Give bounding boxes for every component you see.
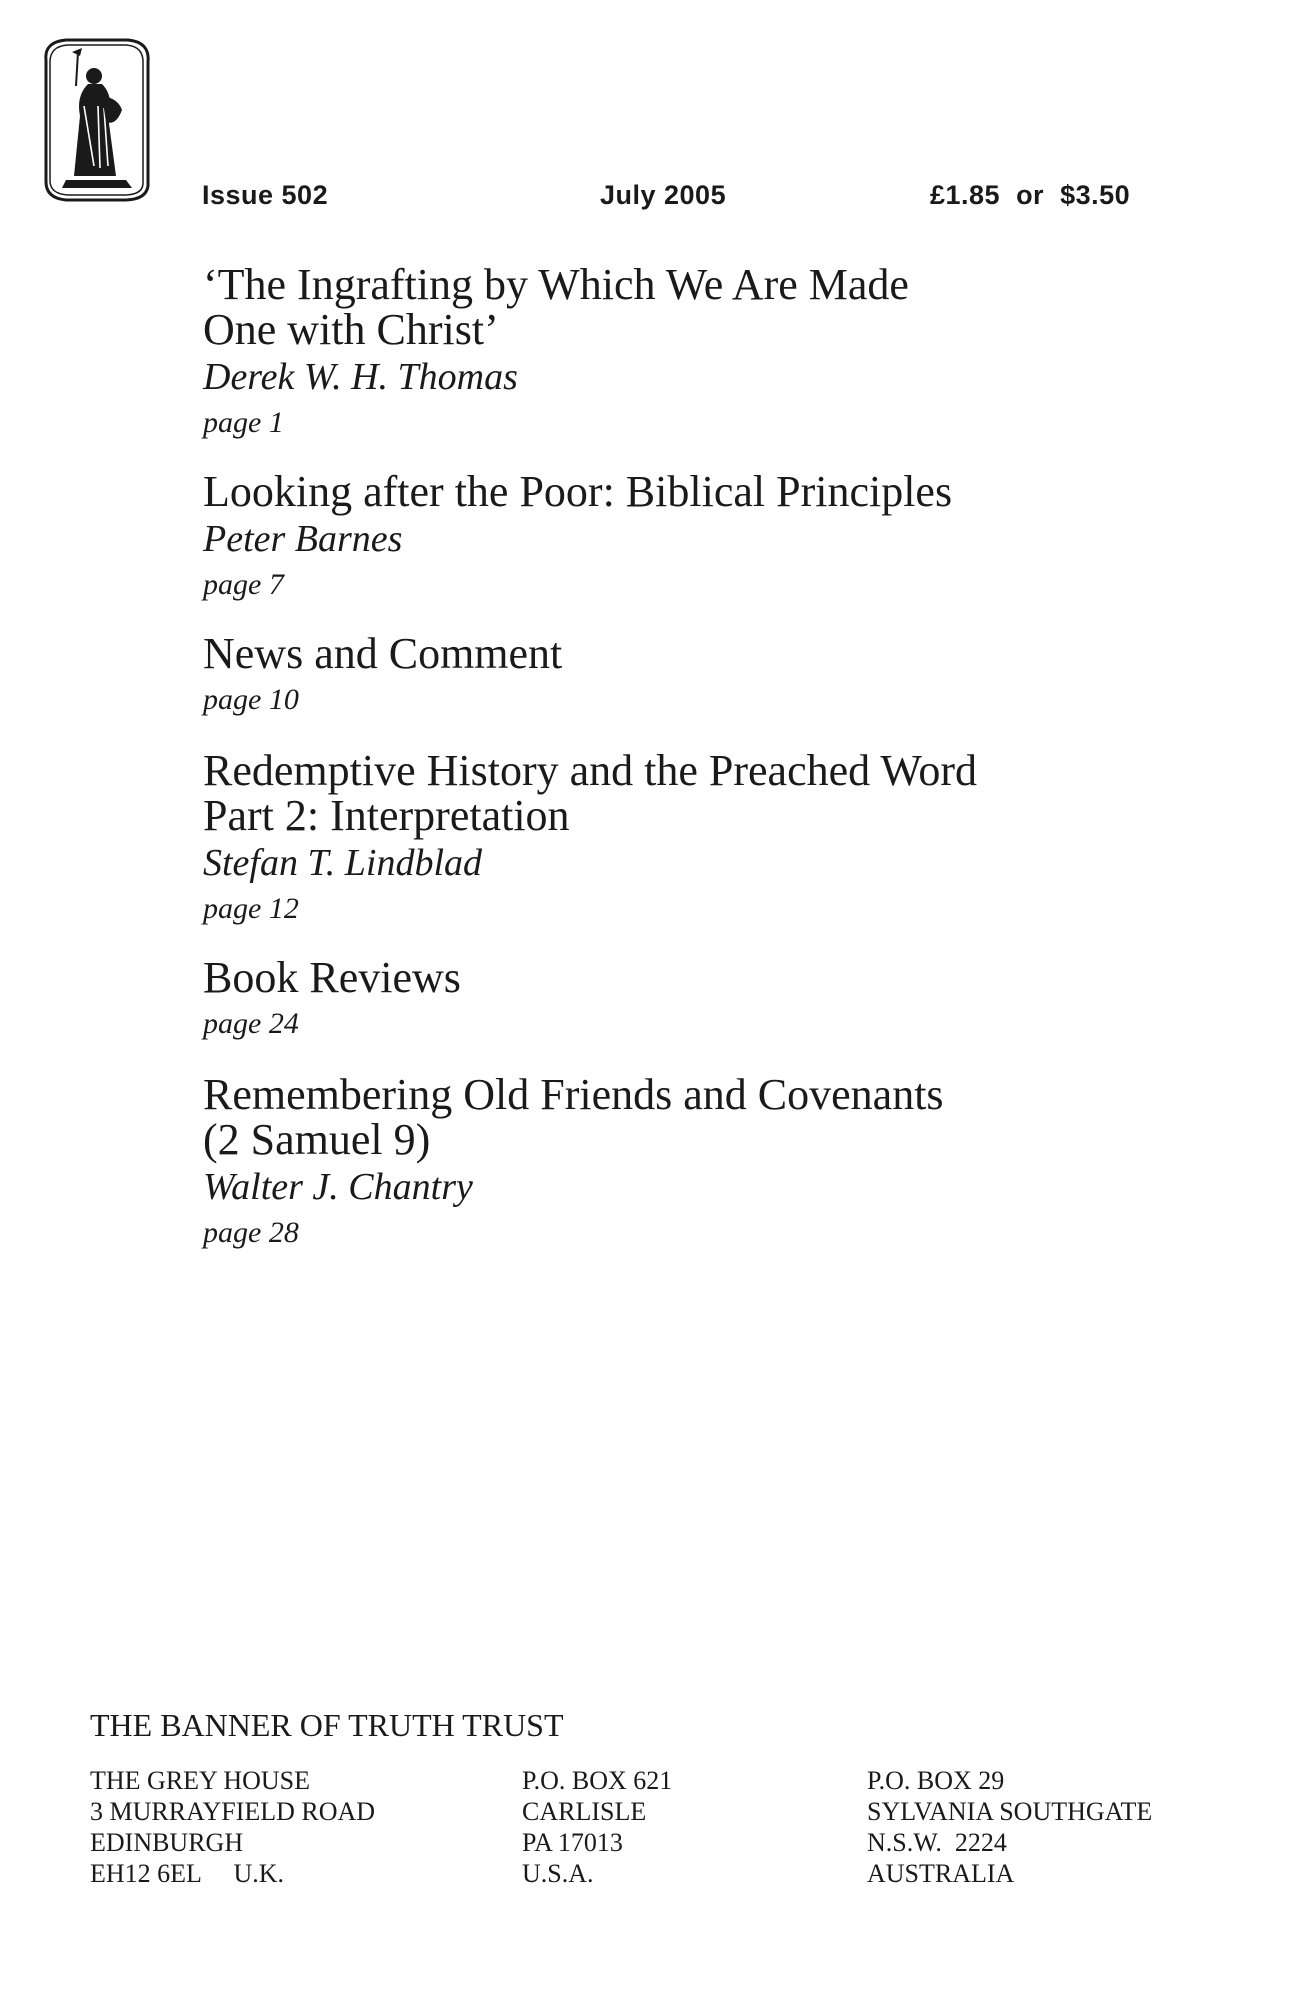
article-title: Looking after the Poor: Biblical Principles [203, 467, 953, 516]
article-title: ‘The Ingrafting by Which We Are Made One with Christ’ [203, 260, 909, 354]
article-author: Stefan T. Lindblad [203, 842, 483, 884]
toc-entry [203, 955, 1253, 1046]
issue-date: July 2005 [600, 180, 727, 210]
table-of-contents [203, 262, 1253, 1255]
issue-price: £1.85 or $3.50 [930, 180, 1131, 210]
toc-entry [203, 469, 1253, 607]
article-author: Peter Barnes [203, 518, 403, 560]
article-title: Book Reviews [203, 953, 461, 1002]
page-reference: page 24 [203, 1007, 299, 1040]
organization-name: THE BANNER OF TRUTH TRUST [90, 1707, 564, 1743]
page-reference: page 10 [203, 683, 299, 716]
publisher-logo-icon [36, 36, 156, 206]
australia-address: P.O. BOX 29 SYLVANIA SOUTHGATE N.S.W. 2224 AUSTRALIA [867, 1766, 1153, 1888]
publisher-footer [90, 1705, 1270, 1888]
toc-entry [203, 262, 1253, 445]
article-title: Remembering Old Friends and Covenants (2 Samuel 9) [203, 1070, 944, 1164]
page-reference: page 7 [203, 568, 284, 601]
toc-entry [203, 631, 1253, 722]
uk-address: THE GREY HOUSE 3 MURRAYFIELD ROAD EDINBURGH EH12 6EL U.K. [90, 1766, 376, 1888]
usa-address: P.O. BOX 621 CARLISLE PA 17013 U.S.A. [522, 1766, 673, 1888]
toc-entry [203, 748, 1253, 931]
page-reference: page 28 [203, 1216, 299, 1249]
page-reference: page 1 [203, 406, 284, 439]
issue-number: Issue 502 [202, 180, 329, 210]
page-reference: page 12 [203, 892, 299, 925]
article-author: Walter J. Chantry [203, 1166, 473, 1208]
article-title: News and Comment [203, 629, 563, 678]
toc-entry [203, 1072, 1253, 1255]
article-author: Derek W. H. Thomas [203, 356, 518, 398]
article-title: Redemptive History and the Preached Word Part 2: Interpretation [203, 746, 977, 840]
